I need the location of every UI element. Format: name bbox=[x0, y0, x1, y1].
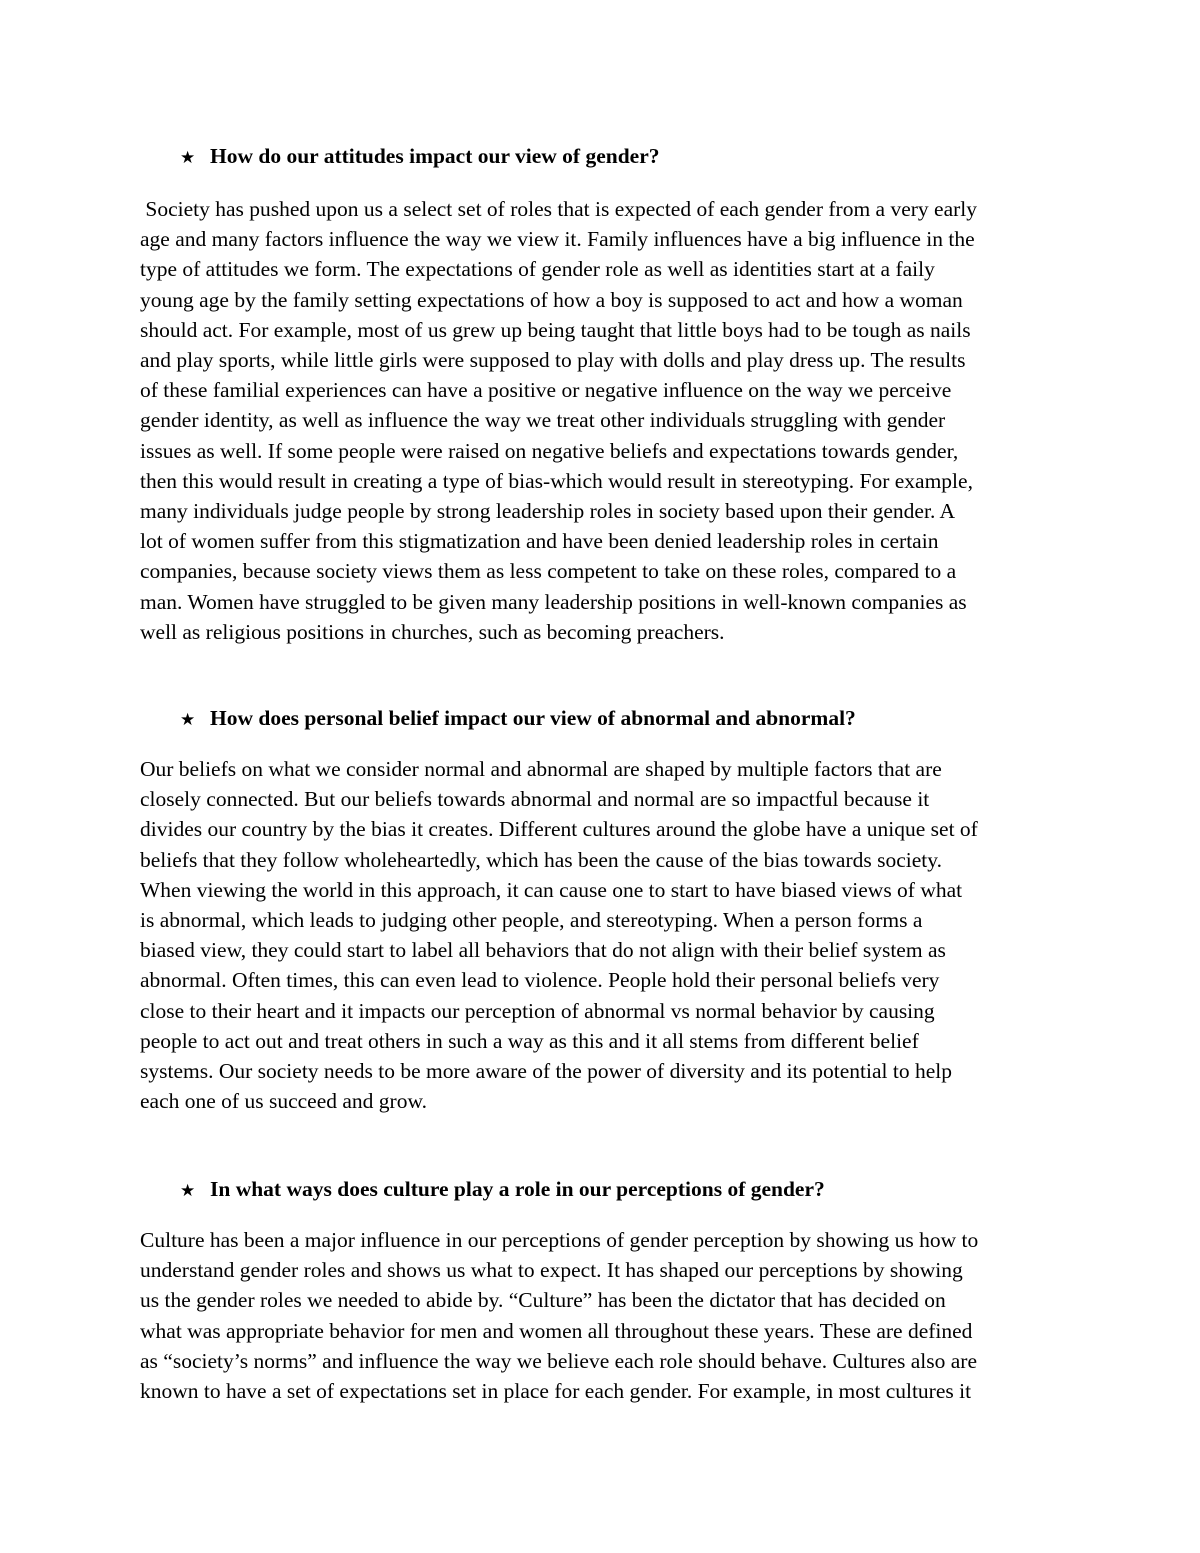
paragraph-line: beliefs that they follow wholeheartedly, which has been the cause of the bias towards society. bbox=[140, 847, 943, 872]
paragraph-line: as “society’s norms” and influence the way we believe each role should behave. Cultures also are bbox=[140, 1348, 977, 1373]
star-bullet-icon: ★ bbox=[180, 1181, 196, 1200]
paragraph-line: Culture has been a major influence in our perceptions of gender perception by showing us how to bbox=[140, 1228, 979, 1252]
paragraph-line: abnormal. Often times, this can even lead to violence. People hold their personal beliefs very bbox=[140, 968, 940, 993]
star-bullet-icon: ★ bbox=[180, 710, 196, 729]
section-heading bbox=[180, 1174, 1062, 1206]
paragraph-line: each one of us succeed and grow. bbox=[140, 1089, 427, 1114]
paragraph-line: type of attitudes we form. The expectations of gender role as well as identities start at a faily bbox=[140, 257, 935, 282]
section-personal-belief bbox=[140, 703, 1062, 1116]
heading-text: How do our attitudes impact our view of gender? bbox=[210, 144, 660, 168]
paragraph-line: should act. For example, most of us grew up being taught that little boys had to be tough as nails bbox=[140, 317, 971, 342]
star-bullet-icon: ★ bbox=[180, 148, 196, 167]
heading-text: How does personal belief impact our view of abnormal and abnormal? bbox=[210, 706, 856, 730]
paragraph-line: then this would result in creating a type of bias-which would result in stereotyping. For example, bbox=[140, 468, 973, 493]
paragraph-line: closely connected. But our beliefs towards abnormal and normal are so impactful because it bbox=[140, 787, 930, 812]
paragraph-line: is abnormal, which leads to judging other people, and stereotyping. When a person forms a bbox=[140, 908, 923, 933]
paragraph-line: many individuals judge people by strong leadership roles in society based upon their gender. A bbox=[140, 499, 956, 524]
section-heading bbox=[180, 703, 1062, 735]
paragraph-line: well as religious positions in churches, such as becoming preachers. bbox=[140, 619, 725, 644]
paragraph-line: people to act out and treat others in such a way as this and it all stems from different belief bbox=[140, 1028, 919, 1053]
section-heading bbox=[180, 141, 1062, 173]
paragraph-line: what was appropriate behavior for men and women all throughout these years. These are defined bbox=[140, 1318, 973, 1343]
paragraph-line: companies, because society views them as less competent to take on these roles, compared to a bbox=[140, 559, 957, 584]
paragraph-line: man. Women have struggled to be given many leadership positions in well-known companies as bbox=[140, 589, 967, 614]
paragraph-line: known to have a set of expectations set in place for each gender. For example, in most cultures it bbox=[140, 1379, 972, 1404]
section-culture-gender bbox=[140, 1174, 1062, 1406]
paragraph-line: young age by the family setting expectations of how a boy is supposed to act and how a woman bbox=[140, 287, 963, 312]
paragraph-line: Our beliefs on what we consider normal and abnormal are shaped by multiple factors that are bbox=[140, 757, 942, 781]
paragraph-line: systems. Our society needs to be more aware of the power of diversity and its potential to help bbox=[140, 1059, 953, 1084]
paragraph bbox=[140, 754, 1062, 1116]
paragraph-line: lot of women suffer from this stigmatization and have been denied leadership roles in certain bbox=[140, 529, 939, 554]
paragraph-line: Society has pushed upon us a select set of roles that is expected of each gender from a very early bbox=[140, 197, 978, 221]
paragraph-line: of these familial experiences can have a positive or negative influence on the way we perceive bbox=[140, 378, 952, 403]
paragraph-line: issues as well. If some people were raised on negative beliefs and expectations towards gender, bbox=[140, 438, 959, 463]
paragraph bbox=[140, 1225, 1062, 1406]
paragraph-line: understand gender roles and shows us what to expect. It has shaped our perceptions by showing bbox=[140, 1258, 963, 1283]
paragraph-line: and play sports, while little girls were supposed to play with dolls and play dress up. The results bbox=[140, 348, 966, 373]
paragraph bbox=[140, 194, 1062, 647]
section-attitudes-gender bbox=[140, 141, 1062, 647]
paragraph-line: close to their heart and it impacts our perception of abnormal vs normal behavior by causing bbox=[140, 998, 935, 1023]
paragraph-line: When viewing the world in this approach, it can cause one to start to have biased views of what bbox=[140, 877, 963, 902]
heading-text: In what ways does culture play a role in our perceptions of gender? bbox=[210, 1177, 825, 1201]
paragraph-line: gender identity, as well as influence the way we treat other individuals struggling with gender bbox=[140, 408, 946, 433]
paragraph-line: biased view, they could start to label all behaviors that do not align with their belief system as bbox=[140, 938, 946, 963]
paragraph-line: age and many factors influence the way we view it. Family influences have a big influence in the bbox=[140, 227, 975, 252]
paragraph-line: divides our country by the bias it creates. Different cultures around the globe have a unique set of bbox=[140, 817, 978, 842]
paragraph-line: us the gender roles we needed to abide by. “Culture” has been the dictator that has decided on bbox=[140, 1288, 946, 1313]
